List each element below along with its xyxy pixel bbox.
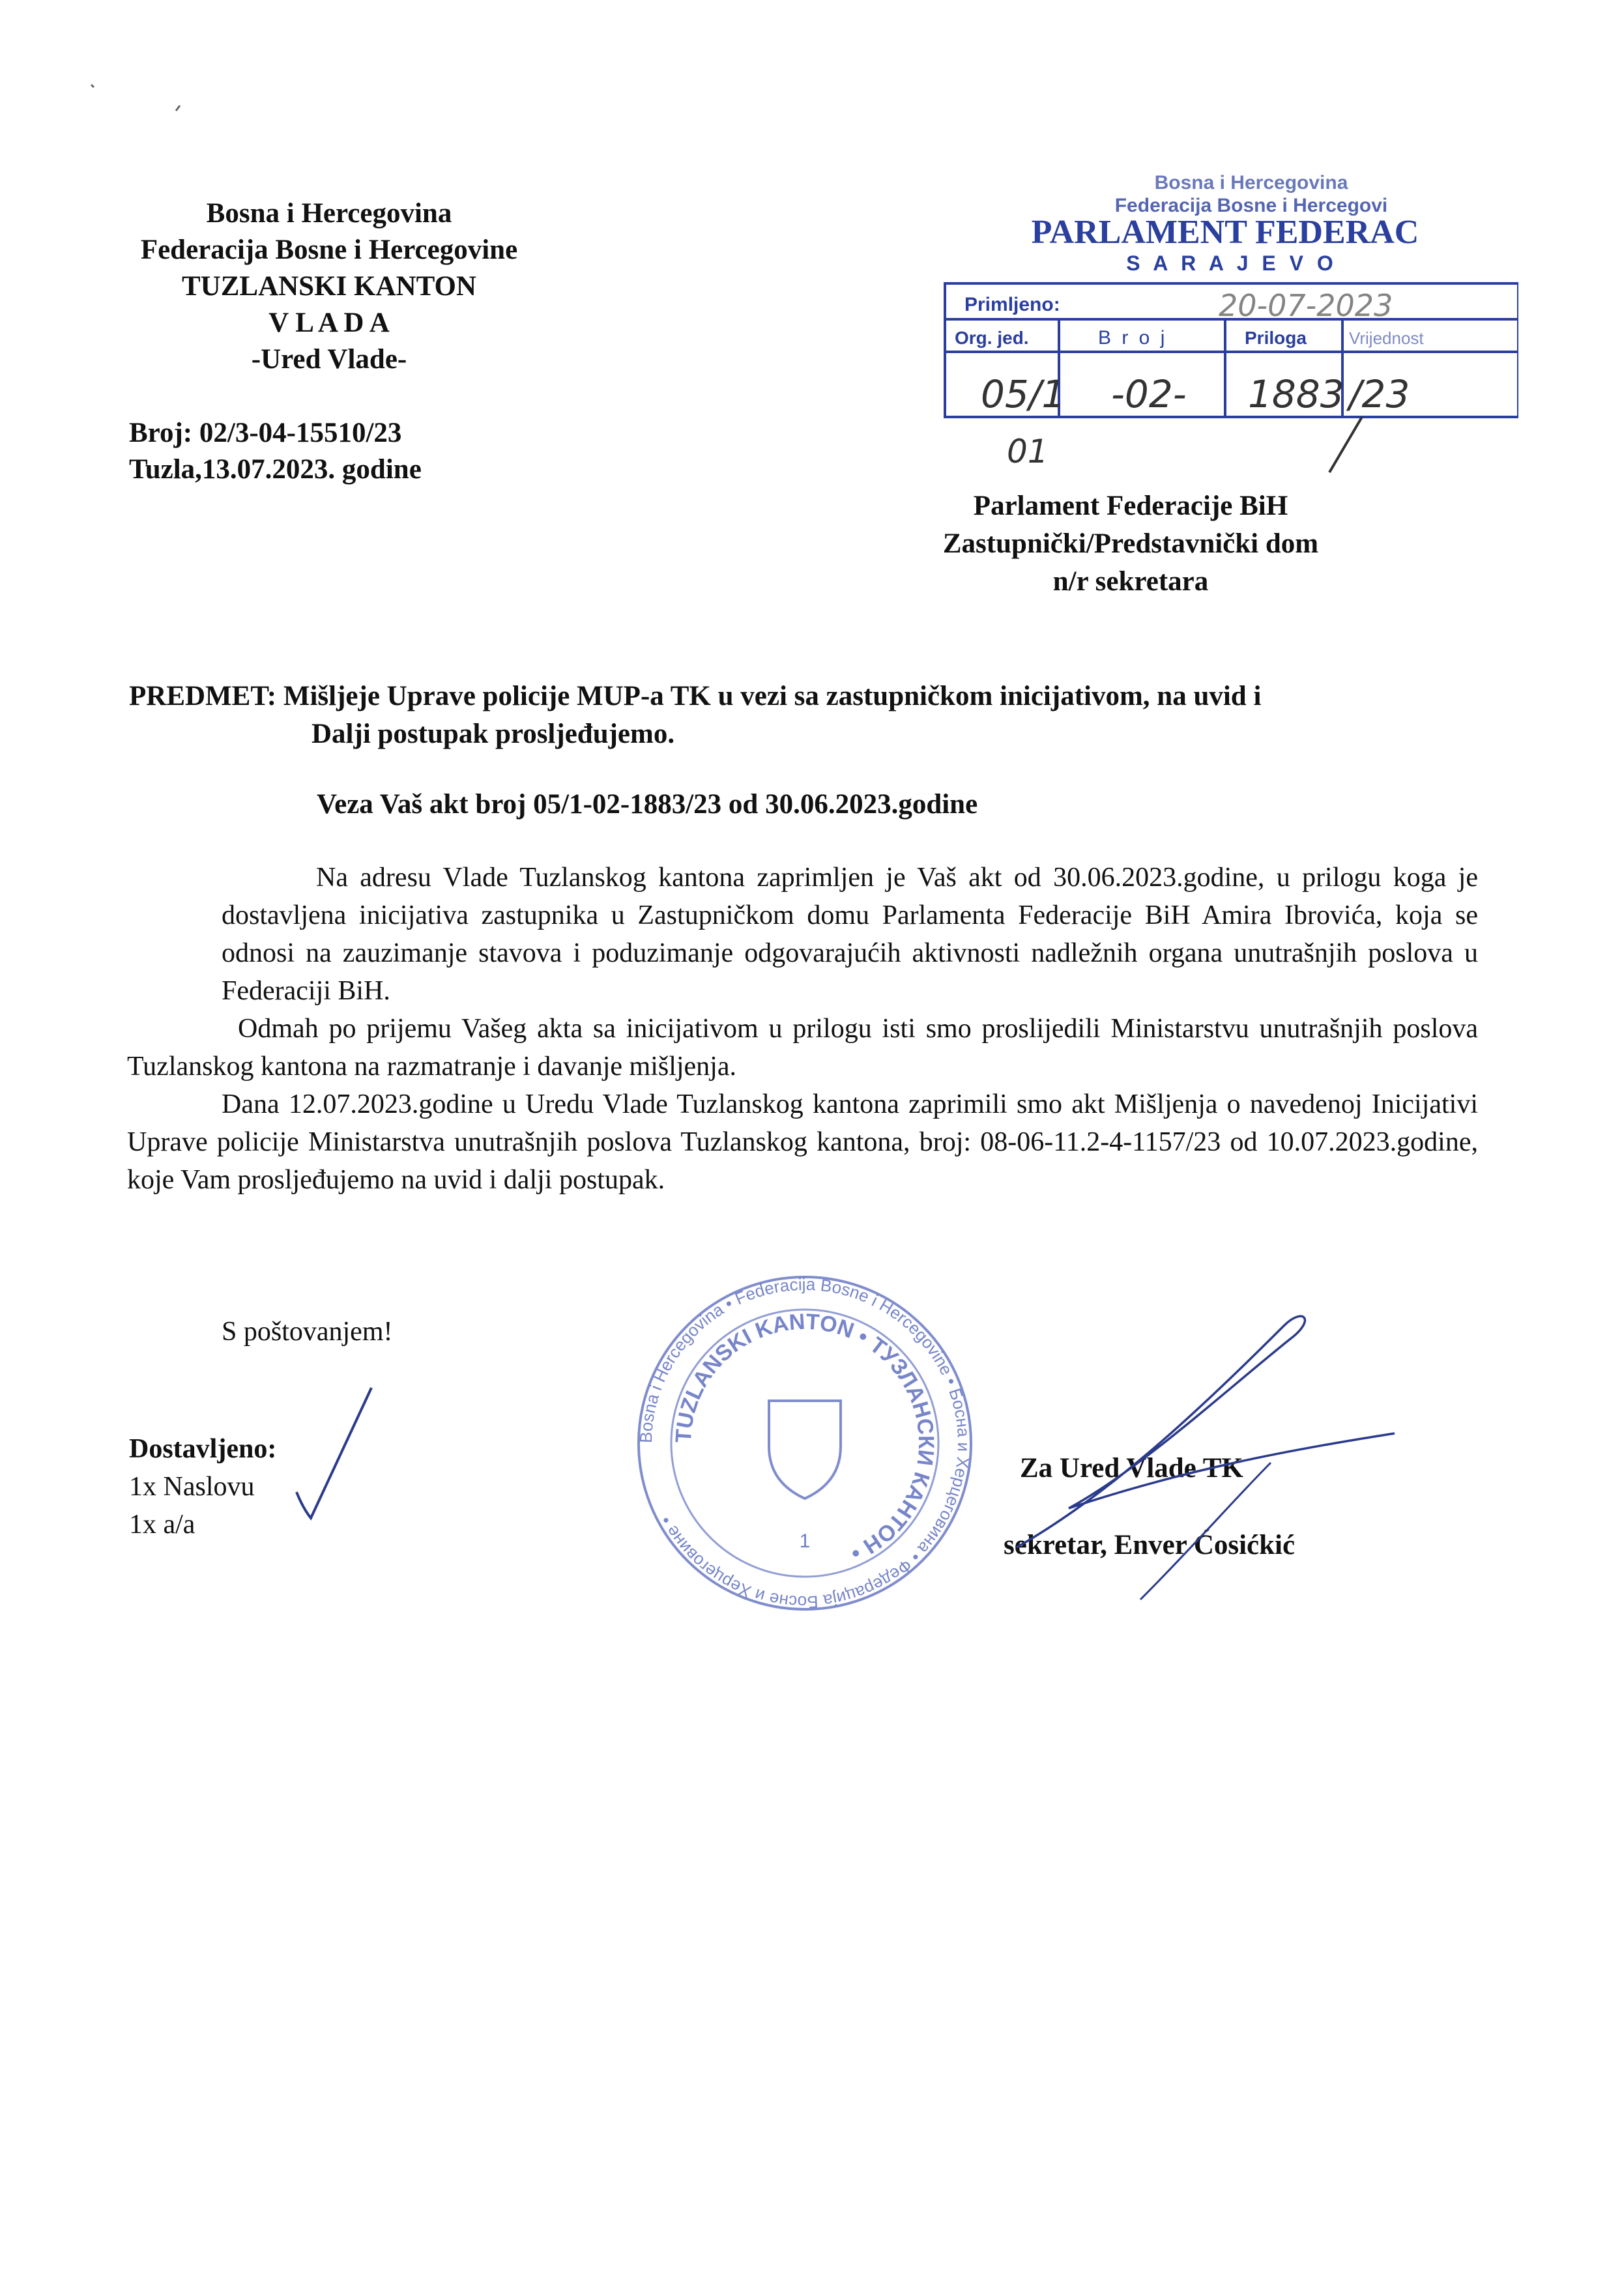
recipient-line-1: Parlament Federacije BiH — [973, 491, 1288, 521]
recipient-line-3: n/r sekretara — [1052, 566, 1209, 597]
reference-place-date: Tuzla,13.07.2023. godine — [129, 454, 422, 485]
sender-line-4: V L A D A — [268, 308, 390, 338]
handwritten-signature — [978, 1300, 1434, 1626]
stamp-line-3: PARLAMENT FEDERAC — [1031, 214, 1419, 251]
delivered-item-1: 1x Naslovu — [129, 1472, 255, 1502]
official-seal — [635, 1274, 974, 1613]
stamp-received-label: Primljeno: — [964, 294, 1060, 315]
stamp-col-broj: B r o j — [1098, 327, 1168, 349]
stamp-val-org: 05/1 — [981, 372, 1066, 416]
stamp-val-broj: -02- — [1111, 372, 1187, 416]
sender-line-1: Bosna i Hercegovina — [206, 198, 452, 229]
signature-line-1: Za Ured Vlade TK — [1020, 1453, 1243, 1484]
stamp-val-priloga: 1883 — [1248, 372, 1344, 416]
stamp-col-priloga: Priloga — [1245, 328, 1307, 348]
delivered-item-2: 1x a/a — [129, 1510, 196, 1540]
seal-outer-text: Bosna i Hercegovina • Federacija Bosne i Hercegovine • Босна и Херцеговина • Федерација Босне и Херцеговине • — [635, 1274, 974, 1613]
stamp-col-vrijednost: Vrijednost — [1349, 328, 1424, 348]
delivered-block — [129, 1430, 276, 1543]
subject-line-1: Mišljeje Uprave policije MUP-a TK u vezi sa zastupničkom inicijativom, na uvid i — [283, 681, 1262, 711]
reference-block — [129, 415, 422, 488]
subject-block — [129, 678, 1484, 753]
stamp-line-2: Federacija Bosne i Hercegovi — [1114, 195, 1388, 216]
seal-number: 1 — [799, 1530, 811, 1552]
signature-line-2: sekretar, Enver Ćosićkić — [1004, 1530, 1296, 1560]
veza-line: Veza Vaš akt broj 05/1-02-1883/23 od 30.06.2023.godine — [317, 789, 978, 820]
subject-line-2: Dalji postupak prosljeđujemo. — [311, 719, 675, 749]
stamp-below: 01 — [1007, 433, 1049, 470]
sender-line-3: TUZLANSKI KANTON — [181, 271, 476, 302]
body-paragraph-1: Na adresu Vlade Tuzlanskog kantona zaprimljen je Vaš akt od 30.06.2023.godine, u prilogu koga je dostavljena inicijativa zastupnika u Zastupničkom domu Parlamenta Federacije BiH Amira Ibrovića, koja se odnosi na zauzimanje stavova i poduzimanje odgovarajućih aktivnosti nadležnih organa unutrašnjih poslova u Federaciji BiH. — [222, 863, 1478, 1006]
tick-mark — [287, 1381, 378, 1531]
subject-label: PREDMET: — [129, 681, 277, 711]
greeting: S poštovanjem! — [222, 1317, 393, 1347]
stamp-line-1: Bosna i Hercegovina — [1154, 172, 1348, 194]
delivered-label: Dostavljeno: — [129, 1434, 277, 1464]
sender-line-5: -Ured Vlade- — [251, 344, 407, 375]
stamp-line-4: S A R A J E V O — [1126, 251, 1337, 275]
letter-body — [127, 859, 1478, 1199]
sender-block — [117, 195, 541, 378]
stamp-val-vrijednost: /23 — [1349, 372, 1410, 416]
stamp-col-org: Org. jed. — [955, 328, 1029, 348]
body-paragraph-3: Dana 12.07.2023.godine u Uredu Vlade Tuzlanskog kantona zaprimili smo akt Mišljenja o navedenoj Inicijativi Uprave policije Ministarstva unutrašnjih poslova Tuzlanskog kantona, broj: 08-06-11.2-4-1157/23 od 10.07.2023.godine, koje Vam prosljeđujemo na uvid i dalji postupak. — [127, 1089, 1478, 1195]
stamp-received-date: 20-07-2023 — [1219, 288, 1393, 323]
coat-of-arms-icon — [769, 1401, 841, 1499]
received-stamp — [932, 166, 1518, 479]
body-paragraph-2: Odmah po prijemu Vašeg akta sa inicijativom u prilogu isti smo proslijedili Ministarstvu unutrašnjih poslova Tuzlanskog kantona na razmatranje i davanje mišljenja. — [127, 1014, 1478, 1082]
seal-inner-text: TUZLANSKI KANTON • ТУЗЛАНСКИ КАНТОН • — [671, 1309, 939, 1566]
scan-marks — [78, 72, 209, 137]
recipient-block — [880, 487, 1382, 601]
recipient-line-2: Zastupnički/Predstavnički dom — [942, 528, 1319, 559]
sender-line-2: Federacija Bosne i Hercegovine — [140, 235, 518, 265]
reference-number: Broj: 02/3-04-15510/23 — [129, 418, 402, 448]
